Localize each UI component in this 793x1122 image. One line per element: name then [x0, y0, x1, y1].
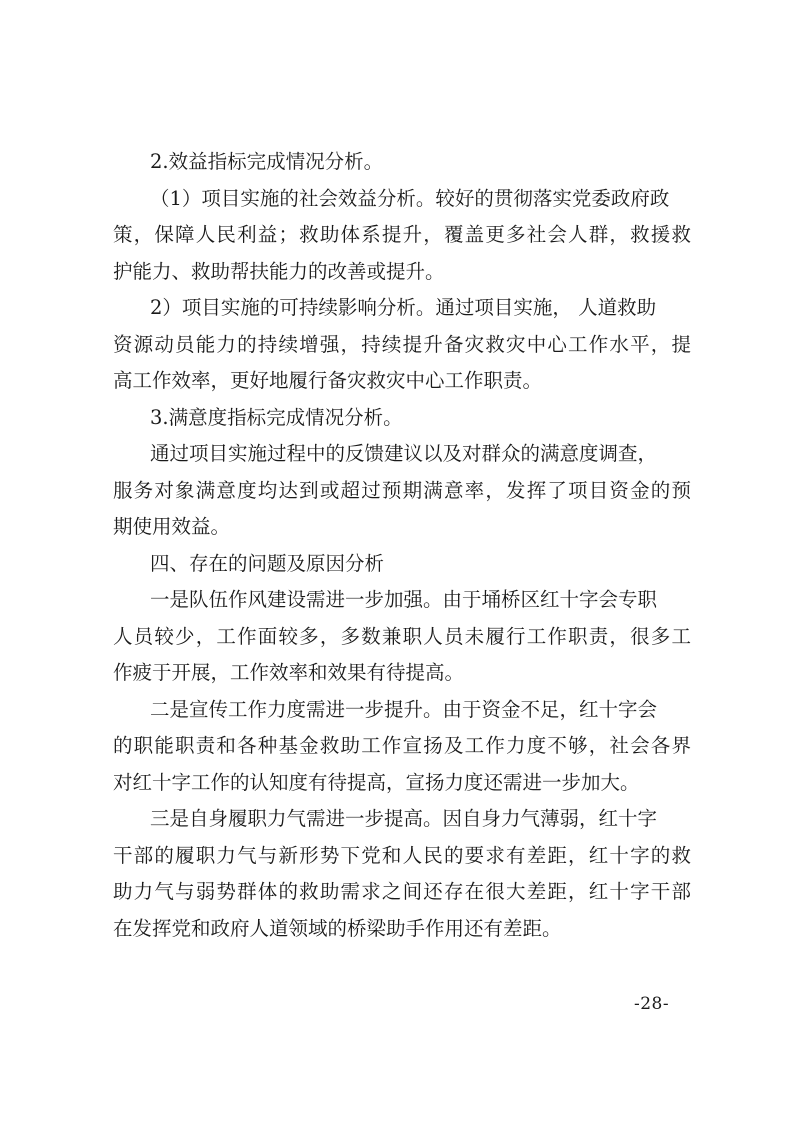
paragraph-social-benefit-line-1: （1）项目实施的社会效益分析。较好的贯彻落实党委政府政	[150, 186, 670, 210]
paragraph-team-style-line-1: 一是队伍作风建设需进一步加强。由于埇桥区红十字会专职	[150, 588, 658, 611]
paragraph-team-style-line-3: 作疲于开展，工作效率和效果有待提高。	[113, 661, 465, 684]
paragraph-social-benefit-line-3: 护能力、救助帮扶能力的改善或提升。	[113, 259, 445, 283]
heading-satisfaction-indicators: 3.满意度指标完成情况分析。	[150, 405, 403, 429]
paragraph-capacity-line-1: 三是自身履职力气需进一步提高。因自身力气薄弱，红十字	[150, 807, 658, 830]
paragraph-publicity-line-1: 二是宣传工作力度需进一步提升。由于资金不足，红十字会	[150, 697, 658, 721]
paragraph-team-style-line-2: 人员较少，工作面较多，多数兼职人员未履行工作职责，很多工	[113, 624, 691, 648]
paragraph-publicity-line-2: 的职能职责和各种基金救助工作宣扬及工作力度不够，社会各界	[113, 734, 691, 757]
paragraph-sustainability-line-2: 资源动员能力的持续增强，持续提升备灾救灾中心工作水平，提	[113, 332, 691, 356]
page-number: -28-	[634, 994, 670, 1014]
paragraph-publicity-line-3: 对红十字工作的认知度有待提高，宣扬力度还需进一步加大。	[113, 770, 640, 794]
heading-benefit-indicators: 2.效益指标完成情况分析。	[150, 150, 384, 173]
paragraph-sustainability-line-3: 高工作效率，更好地履行备灾救灾中心工作职责。	[113, 369, 543, 392]
paragraph-capacity-line-3: 助力气与弱势群体的救助需求之间还存在很大差距，红十字干部	[113, 880, 691, 903]
paragraph-sustainability-line-1: 2）项目实施的可持续影响分析。通过项目实施， 人道救助	[150, 296, 657, 319]
paragraph-satisfaction-line-2: 服务对象满意度均达到或超过预期满意率，发挥了项目资金的预	[113, 478, 691, 502]
heading-problems-analysis: 四、存在的问题及原因分析	[150, 551, 385, 575]
paragraph-capacity-line-2: 干部的履职力气与新形势下党和人民的要求有差距，红十字的救	[113, 843, 691, 867]
paragraph-social-benefit-line-2: 策，保障人民利益；救助体系提升，覆盖更多社会人群，救援救	[113, 223, 691, 246]
paragraph-satisfaction-line-1: 通过项目实施过程中的反馈建议以及对群众的满意度调查，	[150, 442, 658, 465]
document-body	[113, 144, 691, 947]
paragraph-satisfaction-line-3: 期使用效益。	[113, 515, 231, 538]
paragraph-capacity-line-4: 在发挥党和政府人道领域的桥梁助手作用还有差距。	[113, 916, 562, 940]
